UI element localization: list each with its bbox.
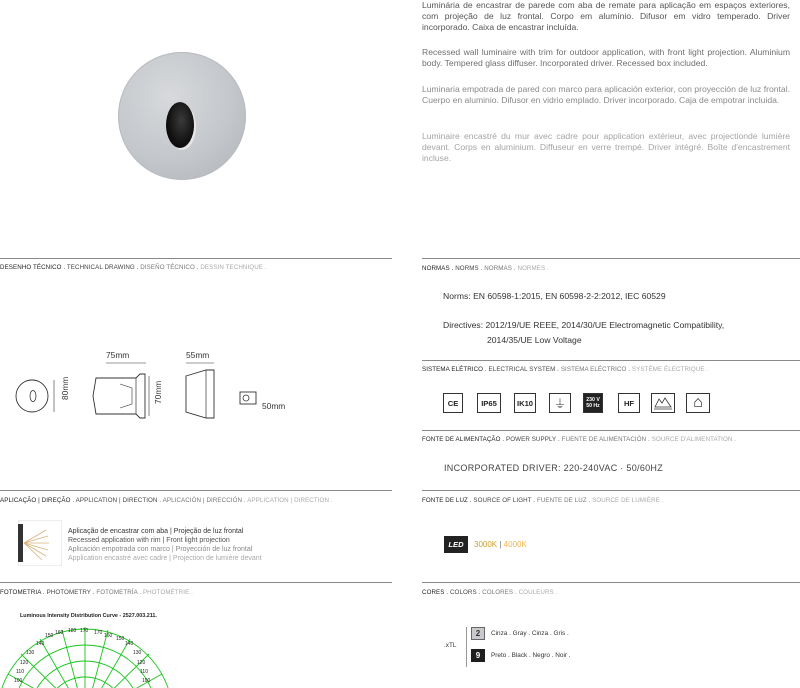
angle-label: 130 [26,650,35,656]
photometry-curve-title: Luminous Intensity Distribution Curve - 2527.003.211. [20,613,157,619]
description-pt: Luminária de encastrar de parede com aba de remate para aplicação em espaços exteriores, com projeção de luz frontal. Corpo em alumínio. Difusor em vidro temperado. Driver incorporado. Caixa de encastrar incluída. [422,0,790,32]
description-en: Recessed wall luminaire with trim for outdoor application, with front light projection. Aluminium body. Tempered glass diffuser. Incorporated driver. Recessed box included. [422,47,790,68]
light-source-title: FONTE DE LUZ . SOURCE OF LIGHT . FUENTE DE LUZ . SOURCE DE LUMIÈRE . [422,497,664,504]
norms-line: Norms: EN 60598-1:2015, EN 60598-2-2:2012, IEC 60529 [443,291,666,301]
application-line-fr: Application encastré avec cadre | Projection de lumière devant [68,555,262,562]
divider [422,582,800,583]
norms-title: NORMAS . NORMS . NORMAS . NORMES . [422,265,549,272]
product-light-opening [166,102,194,148]
dim-height-side-label: 70mm [153,380,163,404]
technical-drawing [0,340,300,430]
colors-bracket [466,627,467,667]
angle-label: 140 [125,641,134,647]
application-title: APLICAÇÃO | DIREÇÃO . APPLICATION | DIRECTION . APLICACIÓN | DIRECCIÓN . APPLICATION | DIRECTION . [0,497,333,504]
color-label-black: Preto . Black . Negro . Noir . [491,652,571,659]
electrical-title: SISTEMA ELÉTRICO . ELECTRICAL SYSTEM . SISTEMA ELÉCTRICO . SYSTÈME ÉLECTRIQUE . [422,366,709,373]
angle-label: 120 [20,660,29,666]
divider [422,490,800,491]
application-line-pt: Aplicação de encastrar com aba | Projeção de luz frontal [68,528,244,535]
power-supply-title: FONTE DE ALIMENTAÇÃO . POWER SUPPLY . FUENTE DE ALIMENTACIÓN . SOURCE D'ALIMENTATION . [422,436,737,443]
application-icon [18,520,62,566]
angle-label: 120 [137,660,146,666]
color-label-gray: Cinza . Gray . Cinza . Gris . [491,630,569,637]
dim-height-front-label: 80mm [60,376,70,400]
angle-label: 170 [94,630,103,636]
angle-label: 170 [80,628,89,634]
angle-label: 140 [36,641,45,647]
technical-drawing-title: DESENHO TÉCNICO . TECHNICAL DRAWING . DISEÑO TÉCNICO . DESSIN TECHNIQUE . [0,264,267,271]
ground-icon: ⏚ [549,393,571,413]
colors-title: CORES . COLORS . COLORES . COULEURS . [422,589,558,596]
angle-label: 100 [142,678,151,684]
color-swatch-gray: 2 [471,627,485,640]
power-supply-value: INCORPORATED DRIVER: 220-240VAC · 50/60HZ [444,463,664,473]
application-line-en: Recessed application with rim | Front light projection [68,537,230,544]
photometry-title: FOTOMETRIA . PHOTOMETRY . FOTOMETRÍA . PHOTOMÉTRIE . [0,589,193,596]
description-fr: Luminaire encastré du mur avec cadre pour application extérieur, avec projectionde lumière devant. Corps en aluminium. Diffuseur en verre trempé. Driver intégré. Boîte d'encastrement incluse. [422,131,790,163]
outdoor-icon [651,393,675,413]
angle-label: 180 [68,628,77,634]
divider [422,258,800,259]
angle-label: 160 [104,633,113,639]
dim-depth-label: 55mm [186,350,210,360]
dim-width-label: 75mm [106,350,130,360]
angle-label: 150 [45,633,54,639]
angle-label: 130 [133,650,142,656]
color-swatch-black: 9 [471,649,485,662]
ik10-icon: IK10 [514,393,536,413]
angle-label: 110 [16,669,24,675]
divider [0,490,392,491]
divider [422,430,800,431]
voltage-icon: 230 V 50 Hz [583,393,603,413]
angle-label: 100 [14,678,23,684]
divider [422,360,800,361]
application-line-es: Aplicación empotrada con marco | Proyección de luz frontal [68,546,253,553]
divider [0,582,392,583]
indoor-icon: ⌂ [686,393,710,413]
colors-prefix: .xTL [444,642,457,649]
led-icon: LED [444,536,468,553]
ce-icon: CE [443,393,463,413]
angle-label: 160 [55,630,64,636]
directives-line-1: Directives: 2012/19/UE REEE, 2014/30/UE Electromagnetic Compatibility, [443,320,725,330]
color-temperature: 3000K | 4000K [474,540,527,549]
hf-icon: HF [618,393,640,413]
ip65-icon: IP65 [477,393,501,413]
description-es: Luminaria empotrada de pared con marco para aplicación exterior, con proyección de luz frontal. Cuerpo en aluminio. Difusor en vidrio emplado. Driver incorporado. Caja de empotrar incluida. [422,84,790,105]
angle-label: 150 [116,636,125,642]
directives-line-2: 2014/35/UE Low Voltage [487,335,582,345]
cutout-label: 50mm [262,401,286,411]
divider [0,258,392,259]
angle-label: 110 [140,669,148,675]
